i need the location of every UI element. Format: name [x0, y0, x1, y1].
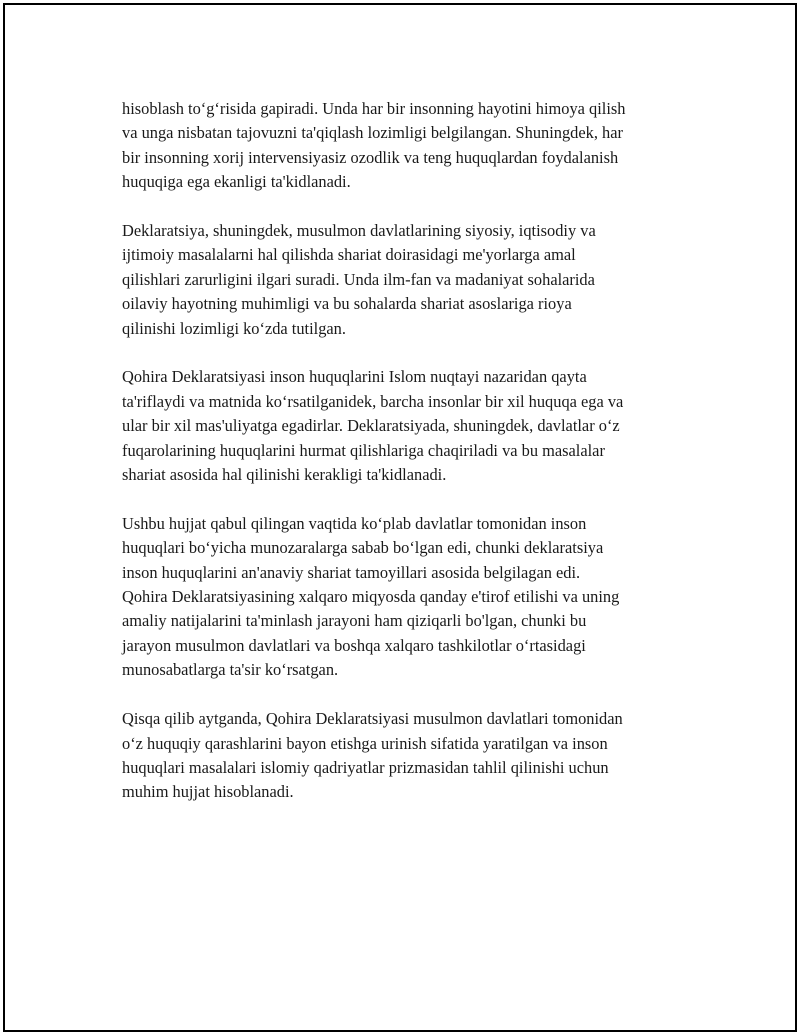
text-line: jarayon musulmon davlatlari va boshqa xalqaro tashkilotlar o‘rtasidagi [122, 635, 586, 655]
text-line: Qohira Deklaratsiyasi inson huquqlarini Islom nuqtayi nazaridan qayta [122, 367, 587, 387]
text-line: Qohira Deklaratsiyasining xalqaro miqyosda qanday e'tirof etilishi va uning [122, 587, 620, 607]
text-line: ta'riflaydi va matnida ko‘rsatilganidek, barcha insonlar bir xil huquqa ega va [122, 391, 624, 411]
text-line: oilaviy hayotning muhimligi va bu sohalarda shariat asoslariga rioya [122, 294, 572, 314]
text-line: qilishlari zarurligini ilgari suradi. Unda ilm-fan va madaniyat sohalarida [122, 269, 595, 289]
text-line: hisoblash to‘g‘risida gapiradi. Unda har bir insonning hayotini himoya qilish [122, 99, 626, 118]
text-line: inson huquqlarini an'anaviy shariat tamoyillari asosida belgilagan edi. [122, 562, 581, 582]
text-line: qilinishi lozimligi ko‘zda tutilgan. [122, 318, 346, 338]
text-line: huquqlari masalalari islomiy qadriyatlar prizmasidan tahlil qilinishi uchun [122, 757, 609, 777]
document-body [122, 97, 712, 829]
text-line: huquqiga ega ekanligi ta'kidlanadi. [122, 172, 351, 192]
text-line: munosabatlarga ta'sir ko‘rsatgan. [122, 660, 339, 680]
text-line: ular bir xil mas'uliyatga egadirlar. Deklaratsiyada, shuningdek, davlatlar o‘z [122, 416, 620, 436]
paragraph-5 [122, 707, 712, 805]
text-line: Qisqa qilib aytganda, Qohira Deklaratsiyasi musulmon davlatlari tomonidan [122, 709, 623, 729]
text-line: bir insonning xorij intervensiyasiz ozodlik va teng huquqlardan foydalanish [122, 147, 619, 167]
text-line: shariat asosida hal qilinishi kerakligi ta'kidlanadi. [122, 465, 447, 485]
text-line: amaliy natijalarini ta'minlash jarayoni ham qiziqarli bo'lgan, chunki bu [122, 611, 587, 631]
text-line: va unga nisbatan tajovuzni ta'qiqlash lozimligi belgilangan. Shuningdek, har [122, 123, 623, 143]
text-line: huquqlari bo‘yicha munozaralarga sabab bo‘lgan edi, chunki deklaratsiya [122, 538, 604, 558]
paragraph-1 [122, 97, 712, 195]
page-frame [3, 3, 797, 1032]
paragraph-4 [122, 512, 712, 683]
text-line: ijtimoiy masalalarni hal qilishda shariat doirasidagi me'yorlarga amal [122, 245, 576, 265]
text-line: fuqarolarining huquqlarini hurmat qilishlariga chaqiriladi va bu masalalar [122, 440, 605, 460]
text-line: muhim hujjat hisoblanadi. [122, 782, 294, 802]
paragraph-2 [122, 219, 712, 341]
text-line: o‘z huquqiy qarashlarini bayon etishga urinish sifatida yaratilgan va inson [122, 733, 608, 753]
paragraph-3 [122, 365, 712, 487]
text-line: Deklaratsiya, shuningdek, musulmon davlatlarining siyosiy, iqtisodiy va [122, 221, 596, 241]
text-line: Ushbu hujjat qabul qilingan vaqtida ko‘plab davlatlar tomonidan inson [122, 513, 587, 533]
